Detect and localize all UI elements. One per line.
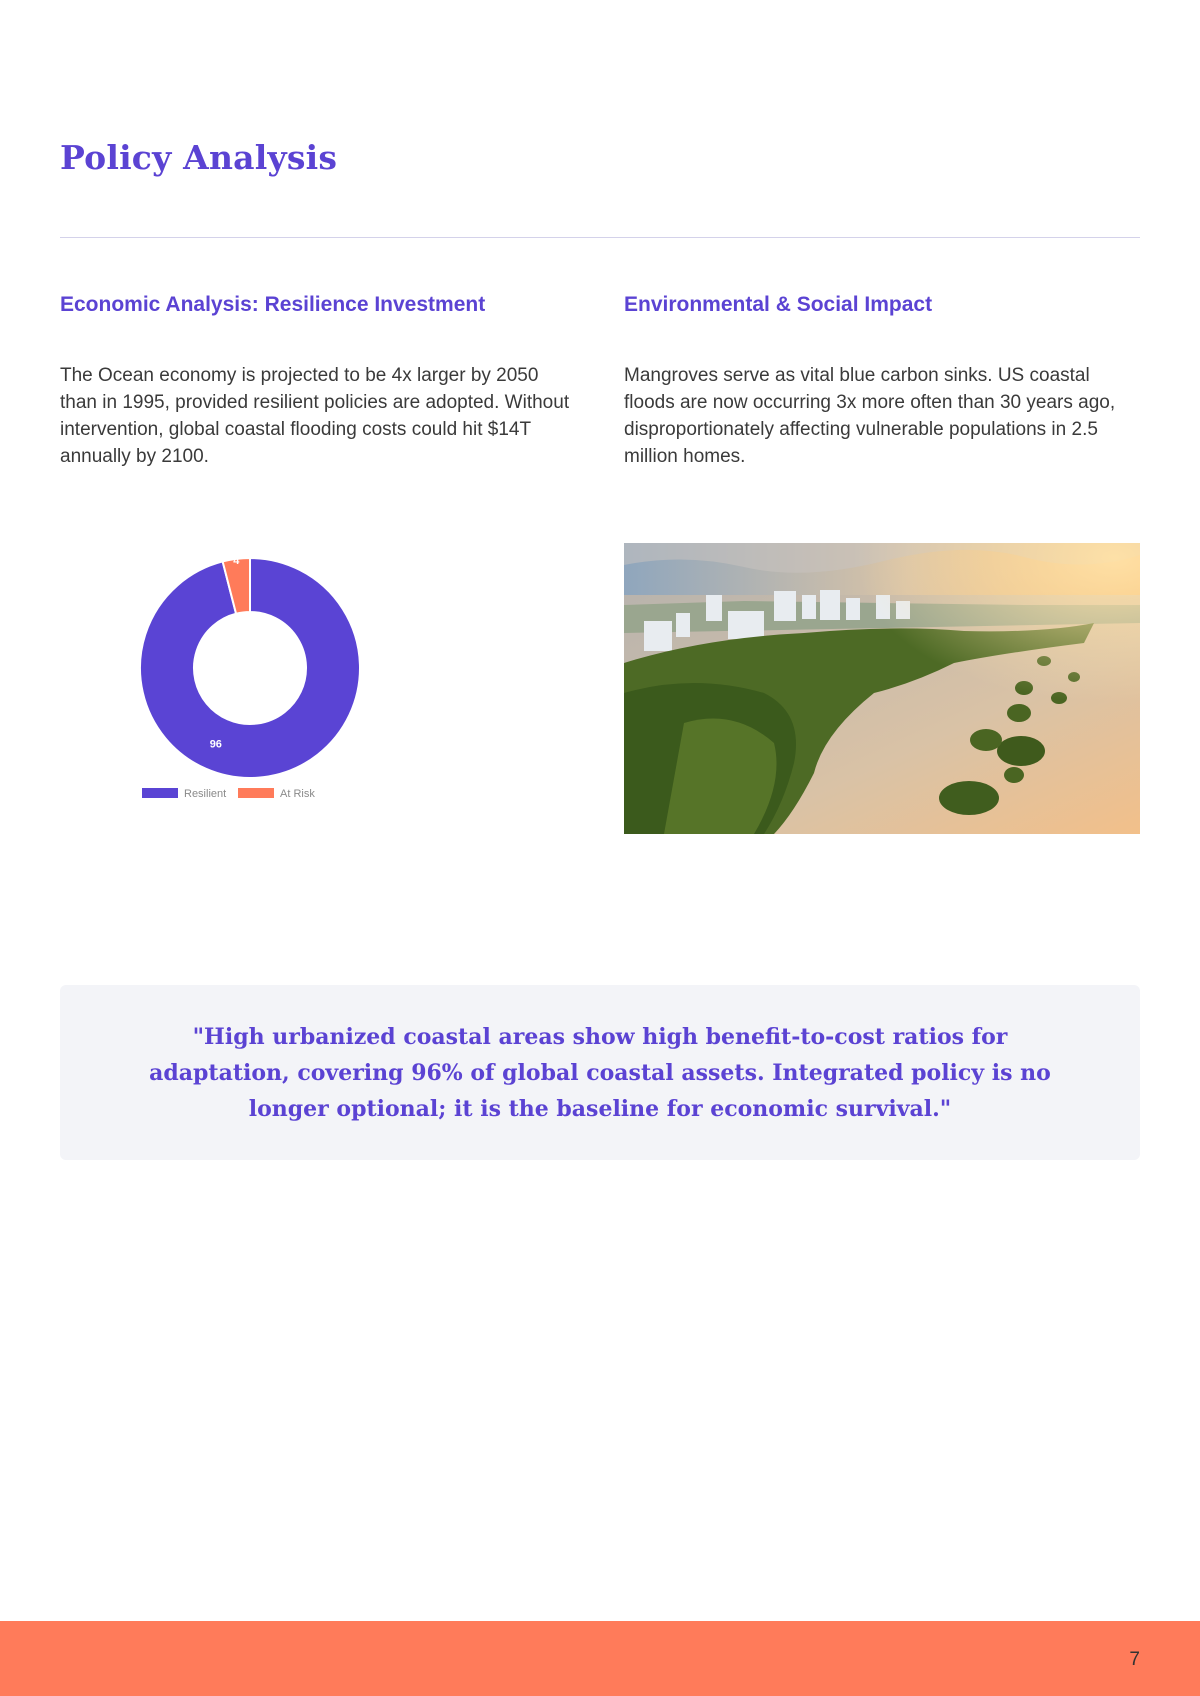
environmental-impact-section bbox=[624, 290, 1144, 470]
legend-label: At Risk bbox=[280, 788, 315, 800]
economic-analysis-heading: Economic Analysis: Resilience Investment bbox=[60, 293, 486, 316]
title-divider bbox=[60, 237, 1140, 238]
doughnut-data-label: 4 bbox=[233, 554, 240, 567]
economic-analysis-body: The Ocean economy is projected to be 4x larger by 2050 than in 1995, provided resilient policies are adopted. Without intervention, global coastal flooding costs could hit $14T annually by 2100. bbox=[60, 365, 570, 467]
legend-swatch-at-risk bbox=[238, 788, 274, 798]
pull-quote-text: "High urbanized coastal areas show high benefit-to-cost ratios for adaptation, covering 96% of global coastal assets. Integrated policy is no longer optional; it is the baseline for economic survival." bbox=[149, 1023, 1051, 1122]
page-number: 7 bbox=[1129, 1649, 1140, 1670]
page-title: Policy Analysis bbox=[60, 138, 338, 177]
aerial-mangrove-coastline-photo bbox=[624, 543, 1140, 834]
legend-swatch-resilient bbox=[142, 788, 178, 798]
doughnut-chart-svg bbox=[120, 548, 380, 808]
pull-quote-box bbox=[60, 985, 1140, 1160]
environmental-impact-body: Mangroves serve as vital blue carbon sinks. US coastal floods are now occurring 3x more often than 30 years ago, disproportionately affecting vulnerable populations in 2.5 million homes. bbox=[624, 365, 1116, 467]
economic-analysis-section bbox=[60, 290, 580, 470]
footer-bar bbox=[0, 1621, 1200, 1696]
doughnut-data-label: 96 bbox=[209, 738, 222, 751]
legend-label: Resilient bbox=[184, 788, 227, 800]
environmental-impact-heading: Environmental & Social Impact bbox=[624, 293, 933, 316]
resilience-doughnut-chart bbox=[120, 548, 380, 808]
